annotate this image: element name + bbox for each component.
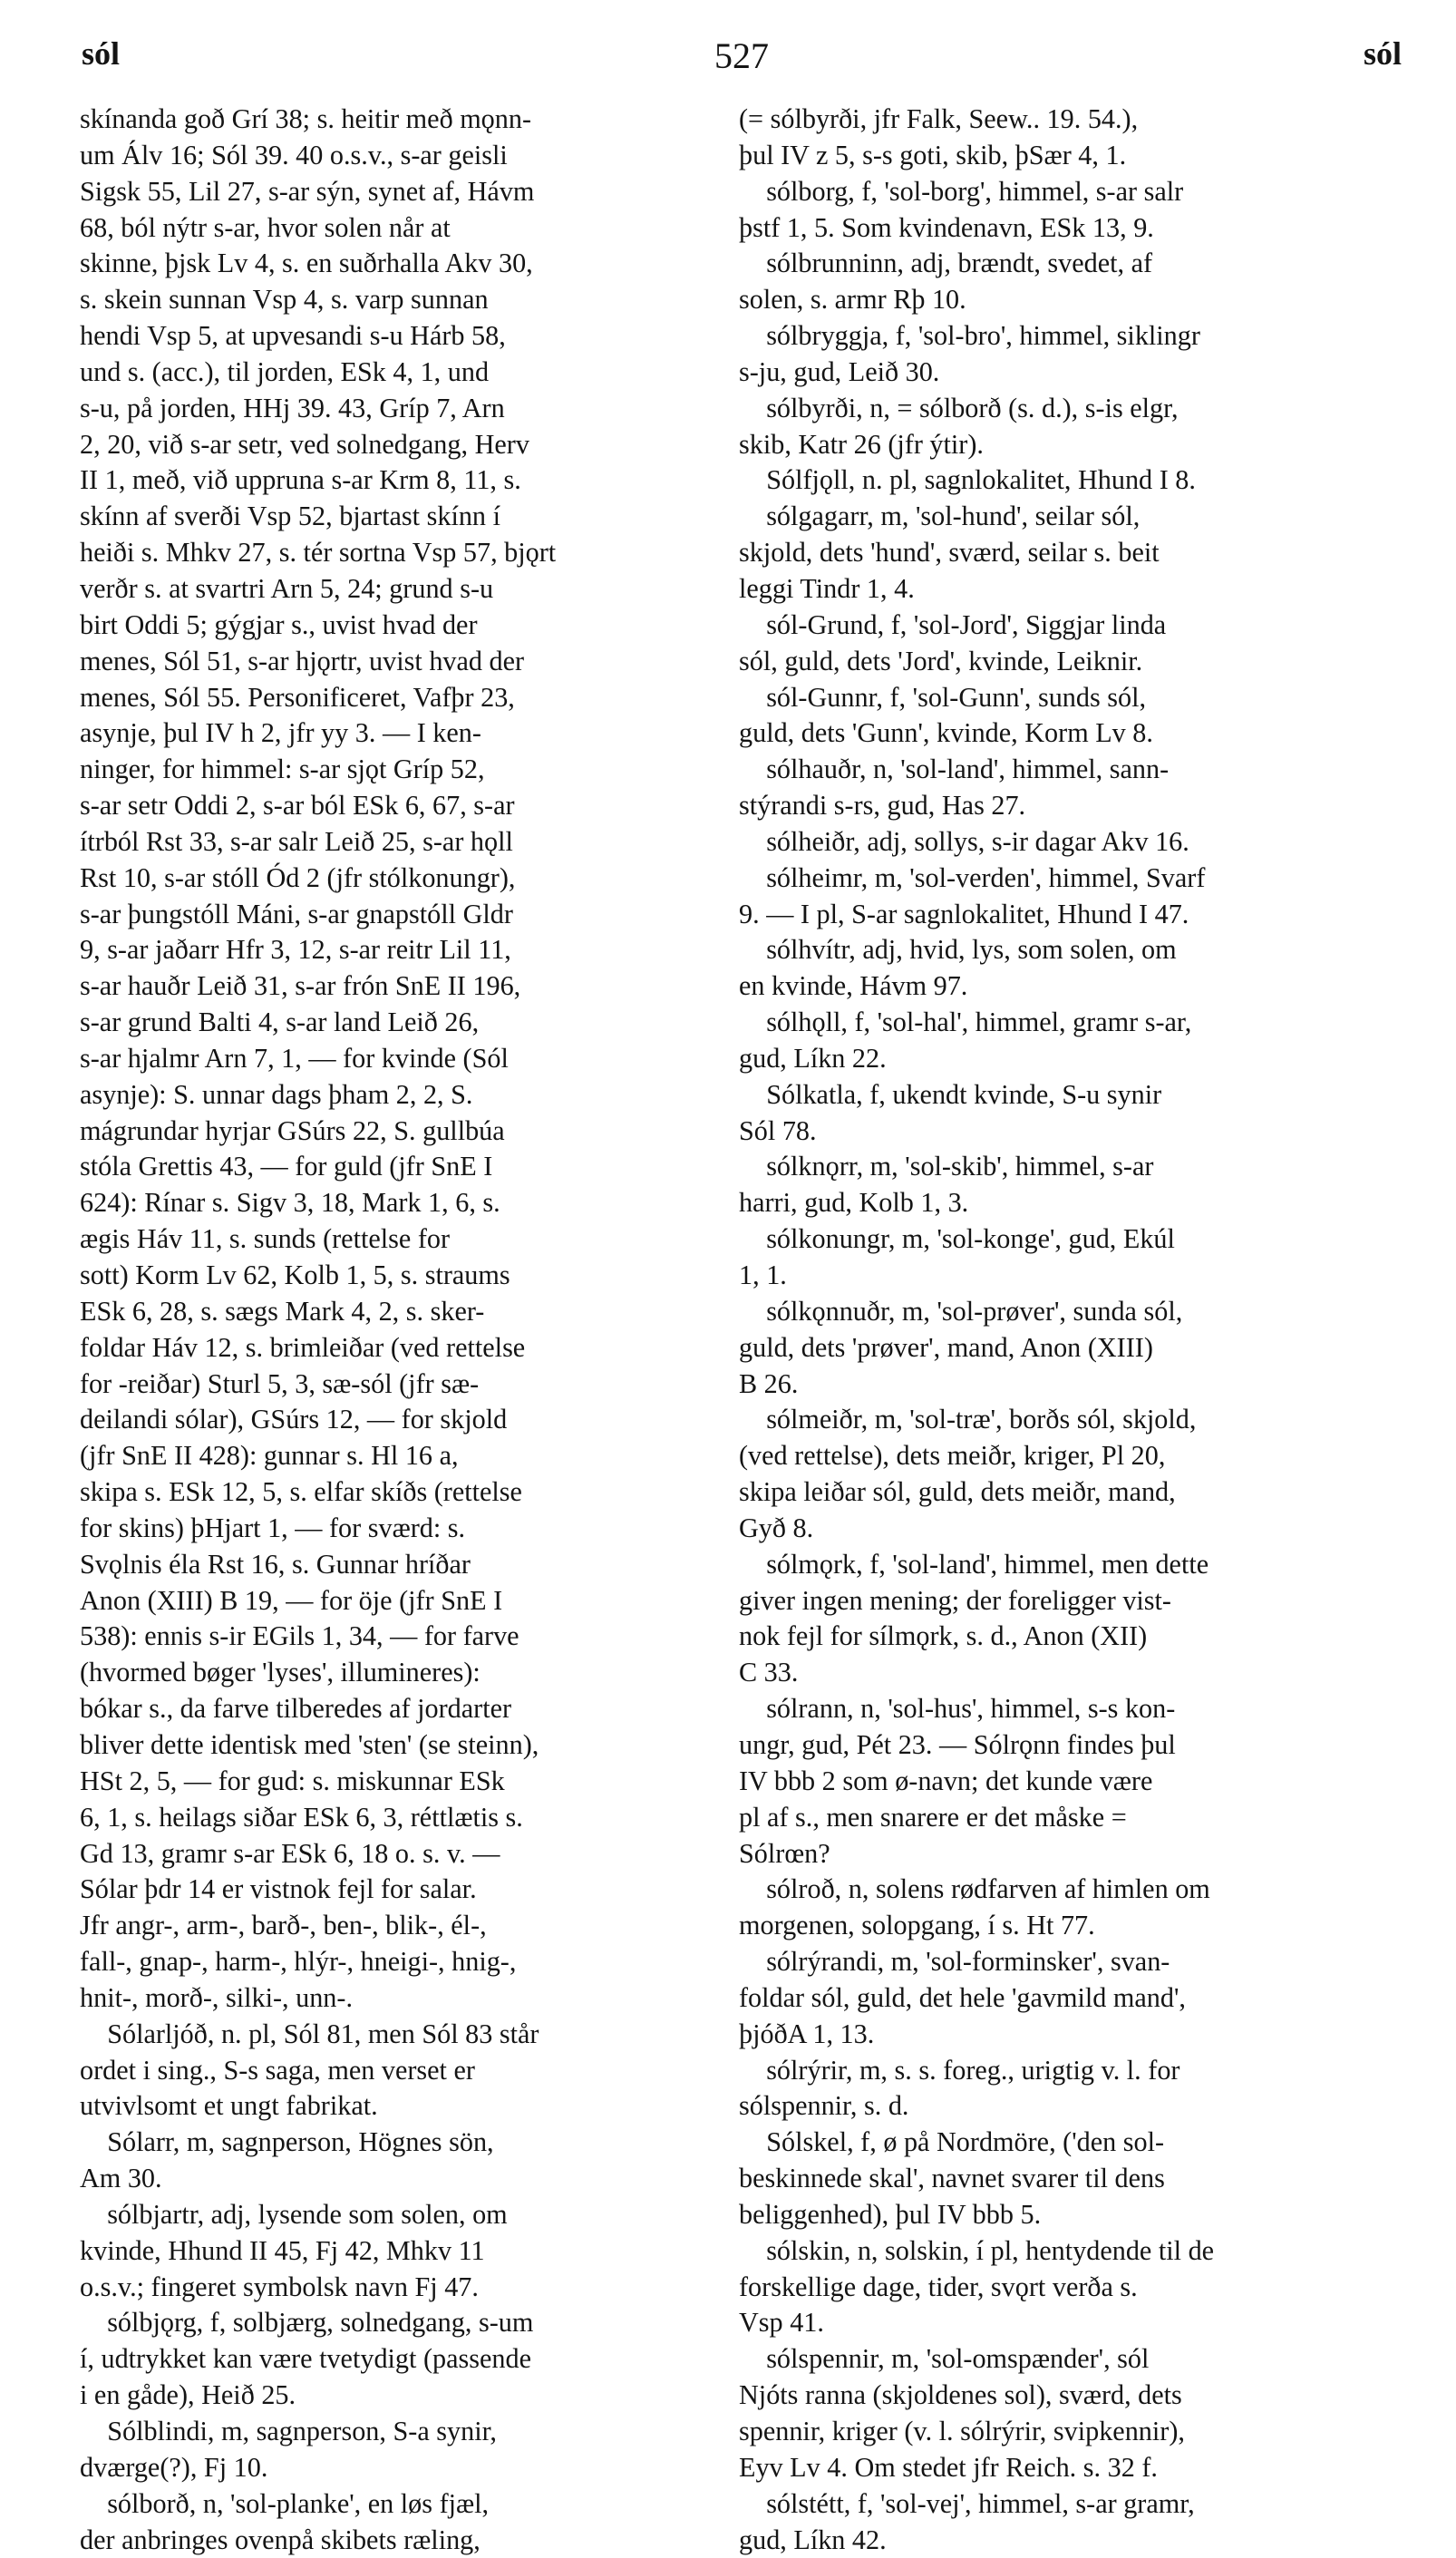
left-column xyxy=(80,102,705,2558)
text-line: sólbrunninn, adj, brændt, svedet, af xyxy=(739,248,1153,279)
text-line: Sólkatla, f, ukendt kvinde, S-u synir xyxy=(739,1078,1162,1110)
text-line: gud, Líkn 22. xyxy=(739,1042,887,1074)
text-line: skipa leiðar sól, guld, dets meiðr, mand, xyxy=(739,1476,1176,1508)
text-line: utvivlsomt et ungt fabrikat. xyxy=(80,2090,378,2122)
text-line: fall-, gnap-, harm-, hlýr-, hneigi-, hnig-, xyxy=(80,1946,517,1978)
text-line: B 26. xyxy=(739,1367,799,1399)
text-line: IV bbb 2 som ø-navn; det kunde være xyxy=(739,1765,1153,1796)
text-line: Sólarljóð, n. pl, Sól 81, men Sól 83 står xyxy=(80,2018,539,2049)
text-line: birt Oddi 5; gýgjar s., uvist hvad der xyxy=(80,608,478,640)
text-line: Eyv Lv 4. Om stedet jfr Reich. s. 32 f. xyxy=(739,2451,1158,2483)
text-line: ninger, for himmel: s-ar sjǫt Gríp 52, xyxy=(80,754,485,785)
text-line: sól, guld, dets 'Jord', kvinde, Leiknir. xyxy=(739,645,1143,676)
text-line: hnit-, morð-, silki-, unn-. xyxy=(80,1981,354,2013)
text-line: menes, Sól 55. Personificeret, Vafþr 23, xyxy=(80,681,515,713)
text-line: sólrýrir, m, s. s. foreg., urigtig v. l. for xyxy=(739,2054,1180,2086)
text-line: þul IV z 5, s-s goti, skib, þSær 4, 1. xyxy=(739,139,1127,170)
text-line: (= sólbyrði, jfr Falk, Seew.. 19. 54.), xyxy=(739,103,1139,134)
text-line: i en gåde), Heið 25. xyxy=(80,2379,296,2411)
text-line: sólheimr, m, 'sol-verden', himmel, Svarf xyxy=(739,861,1206,893)
text-line: sólspennir, m, 'sol-omspænder', sól xyxy=(739,2343,1150,2375)
text-line: der anbringes ovenpå skibets ræling, xyxy=(80,2524,480,2555)
text-line: skipa s. ESk 12, 5, s. elfar skíðs (rettelse xyxy=(80,1476,522,1508)
text-line: 538): ennis s-ir EGils 1, 34, — for farve xyxy=(80,1620,519,1652)
text-line: skib, Katr 26 (jfr ýtir). xyxy=(739,428,984,460)
text-line: Jfr angr-, arm-, barð-, ben-, blik-, él-, xyxy=(80,1910,487,1941)
text-line: í, udtrykket kan være tvetydigt (passende xyxy=(80,2343,531,2375)
text-line: Sólar þdr 14 er vistnok fejl for salar. xyxy=(80,1873,477,1905)
text-line: solen, s. armr Rþ 10. xyxy=(739,284,966,316)
text-line: þjóðA 1, 13. xyxy=(739,2018,875,2049)
text-line: sólmǫrk, f, 'sol-land', himmel, men dette xyxy=(739,1548,1209,1580)
text-line: 68, ból nýtr s-ar, hvor solen når at xyxy=(80,211,451,243)
text-line: beskinnede skal', navnet svarer til dens xyxy=(739,2163,1165,2194)
text-line: foldar Háv 12, s. brimleiðar (ved rettelse xyxy=(80,1331,526,1363)
text-line: Gd 13, gramr s-ar ESk 6, 18 o. s. v. — xyxy=(80,1837,500,1869)
text-line: sólbjǫrg, f, solbjærg, solnedgang, s-um xyxy=(80,2307,534,2339)
text-line: Rst 10, s-ar stóll Ód 2 (jfr stólkonungr), xyxy=(80,861,516,893)
text-line: 6, 1, s. heilags siðar ESk 6, 3, réttlætis s. xyxy=(80,1801,523,1833)
text-line: hendi Vsp 5, at upvesandi s-u Hárb 58, xyxy=(80,320,506,352)
text-line: 2, 20, við s-ar setr, ved solnedgang, Herv xyxy=(80,428,529,460)
text-line: s-ar grund Balti 4, s-ar land Leið 26, xyxy=(80,1007,480,1038)
text-line: ítrból Rst 33, s-ar salr Leið 25, s-ar hǫll xyxy=(80,825,513,857)
text-line: Sólarr, m, sagnperson, Högnes sön, xyxy=(80,2126,494,2158)
text-line: II 1, með, við uppruna s-ar Krm 8, 11, s. xyxy=(80,464,521,496)
text-line: s-ar hjalmr Arn 7, 1, — for kvinde (Sól xyxy=(80,1042,509,1074)
text-line: stóla Grettis 43, — for guld (jfr SnE I xyxy=(80,1151,493,1182)
text-line: HSt 2, 5, — for gud: s. miskunnar ESk xyxy=(80,1765,505,1796)
text-line: sólskin, n, solskin, í pl, hentydende til de xyxy=(739,2234,1215,2266)
text-line: leggi Tindr 1, 4. xyxy=(739,572,915,604)
text-line: sólbryggja, f, 'sol-bro', himmel, siklingr xyxy=(739,320,1200,352)
text-line: skínanda goð Grí 38; s. heitir með mǫnn- xyxy=(80,103,532,134)
text-line: sólrann, n, 'sol-hus', himmel, s-s kon- xyxy=(739,1693,1176,1725)
text-line: forskellige dage, tider, svǫrt verða s. xyxy=(739,2271,1138,2302)
text-line: sólstétt, f, 'sol-vej', himmel, s-ar gramr, xyxy=(739,2487,1195,2519)
text-line: sól-Grund, f, 'sol-Jord', Siggjar linda xyxy=(739,608,1167,640)
text-line: morgenen, solopgang, í s. Ht 77. xyxy=(739,1910,1095,1941)
text-line: ægis Háv 11, s. sunds (rettelse for xyxy=(80,1223,451,1255)
text-line: bliver dette identisk med 'sten' (se steinn), xyxy=(80,1728,539,1760)
text-line: Svǫlnis éla Rst 16, s. Gunnar hríðar xyxy=(80,1548,471,1580)
text-line: heiði s. Mhkv 27, s. tér sortna Vsp 57, bjǫrt xyxy=(80,537,557,569)
text-line: Anon (XIII) B 19, — for öje (jfr SnE I xyxy=(80,1584,503,1616)
text-line: guld, dets 'Gunn', kvinde, Korm Lv 8. xyxy=(739,717,1153,749)
text-line: um Álv 16; Sól 39. 40 o.s.v., s-ar geisli xyxy=(80,139,508,170)
text-line: Vsp 41. xyxy=(739,2307,824,2339)
text-line: sólborg, f, 'sol-borg', himmel, s-ar salr xyxy=(739,175,1184,207)
text-line: þstf 1, 5. Som kvindenavn, ESk 13, 9. xyxy=(739,211,1154,243)
text-line: ordet i sing., S-s saga, men verset er xyxy=(80,2054,475,2086)
page-header xyxy=(82,34,1402,89)
text-line: skínn af sverði Vsp 52, bjartast skínn í xyxy=(80,501,500,532)
text-line: spennir, kriger (v. l. sólrýrir, svipkennir), xyxy=(739,2416,1185,2446)
header-left-guideword: sól xyxy=(82,35,121,72)
text-line: o.s.v.; fingeret symbolsk navn Fj 47. xyxy=(80,2271,479,2302)
text-line: ungr, gud, Pét 23. — Sólrǫnn findes þul xyxy=(739,1728,1176,1760)
text-line: deilandi sólar), GSúrs 12, — for skjold xyxy=(80,1404,508,1435)
text-line: sólkonungr, m, 'sol-konge', gud, Ekúl xyxy=(739,1223,1175,1255)
text-line: 9, s-ar jaðarr Hfr 3, 12, s-ar reitr Lil 11, xyxy=(80,934,511,966)
text-line: sólhvítr, adj, hvid, lys, som solen, om xyxy=(739,934,1177,966)
text-line: s-ar setr Oddi 2, s-ar ból ESk 6, 67, s-ar xyxy=(80,790,515,822)
text-line: dværge(?), Fj 10. xyxy=(80,2451,268,2483)
text-line: sott) Korm Lv 62, Kolb 1, 5, s. straums xyxy=(80,1260,510,1290)
text-line: sólborð, n, 'sol-planke', en løs fjæl, xyxy=(80,2487,490,2519)
text-line: asynje, þul IV h 2, jfr yy 3. — I ken- xyxy=(80,717,481,749)
text-line: sólroð, n, solens rødfarven af himlen om xyxy=(739,1873,1210,1905)
text-line: sólkǫnnuðr, m, 'sol-prøver', sunda sól, xyxy=(739,1295,1183,1327)
page-number: 527 xyxy=(714,35,769,76)
header-right-guideword: sól xyxy=(1363,35,1402,72)
text-line: sólknǫrr, m, 'sol-skib', himmel, s-ar xyxy=(739,1151,1154,1182)
text-line: giver ingen mening; der foreligger vist- xyxy=(739,1584,1171,1616)
text-line: nok fejl for sílmǫrk, s. d., Anon (XII) xyxy=(739,1620,1148,1652)
text-line: sólhauðr, n, 'sol-land', himmel, sann- xyxy=(739,754,1170,785)
text-line: skinne, þjsk Lv 4, s. en suðrhalla Akv 30, xyxy=(80,248,533,279)
text-line: C 33. xyxy=(739,1657,799,1688)
text-line: s. skein sunnan Vsp 4, s. varp sunnan xyxy=(80,284,489,316)
text-line: (hvormed bøger 'lyses', illumineres): xyxy=(80,1657,480,1688)
text-line: ESk 6, 28, s. sægs Mark 4, 2, s. sker- xyxy=(80,1295,485,1327)
text-line: stýrandi s-rs, gud, Has 27. xyxy=(739,790,1026,822)
text-line: s-ar hauðr Leið 31, s-ar frón SnE II 196, xyxy=(80,970,521,1002)
text-line: sólmeiðr, m, 'sol-træ', borðs sól, skjold, xyxy=(739,1404,1197,1435)
text-line: sólspennir, s. d. xyxy=(739,2090,909,2122)
text-line: s-ar þungstóll Máni, s-ar gnapstóll Gldr xyxy=(80,898,513,929)
text-line: s-u, på jorden, HHj 39. 43, Gríp 7, Arn xyxy=(80,392,505,423)
text-line: Am 30. xyxy=(80,2163,162,2194)
text-line: Sólrœn? xyxy=(739,1837,830,1869)
text-line: (ved rettelse), dets meiðr, kriger, Pl 20, xyxy=(739,1440,1166,1472)
text-line: sólhǫll, f, 'sol-hal', himmel, gramr s-ar, xyxy=(739,1007,1192,1038)
text-line: bókar s., da farve tilberedes af jordarter xyxy=(80,1693,512,1725)
text-line: Sólskel, f, ø på Nordmöre, ('den sol- xyxy=(739,2126,1165,2158)
text-line: beliggenhed), þul IV bbb 5. xyxy=(739,2198,1042,2230)
text-line: Gyð 8. xyxy=(739,1512,814,1543)
text-line: verðr s. at svartri Arn 5, 24; grund s-u xyxy=(80,572,494,604)
text-line: for skins) þHjart 1, — for sværd: s. xyxy=(80,1512,466,1543)
text-line: sólrýrandi, m, 'sol-forminsker', svan- xyxy=(739,1946,1170,1978)
text-line: harri, gud, Kolb 1, 3. xyxy=(739,1187,969,1219)
text-line: pl af s., men snarere er det måske = xyxy=(739,1801,1127,1833)
text-line: gud, Líkn 42. xyxy=(739,2524,887,2555)
text-line: asynje): S. unnar dags þham 2, 2, S. xyxy=(80,1078,473,1110)
text-line: Sigsk 55, Lil 27, s-ar sýn, synet af, Hávm xyxy=(80,175,535,207)
text-line: Sól 78. xyxy=(739,1114,817,1146)
text-line: kvinde, Hhund II 45, Fj 42, Mhkv 11 xyxy=(80,2234,485,2266)
text-line: guld, dets 'prøver', mand, Anon (XIII) xyxy=(739,1331,1153,1363)
text-line: sólheiðr, adj, sollys, s-ir dagar Akv 16. xyxy=(739,825,1189,857)
text-line: 624): Rínar s. Sigv 3, 18, Mark 1, 6, s. xyxy=(80,1187,500,1219)
text-line: mágrundar hyrjar GSúrs 22, S. gullbúa xyxy=(80,1114,505,1146)
text-line: menes, Sól 51, s-ar hjǫrtr, uvist hvad der xyxy=(80,645,525,676)
text-line: sólbyrði, n, = sólborð (s. d.), s-is elgr, xyxy=(739,392,1179,423)
text-line: for -reiðar) Sturl 5, 3, sæ-sól (jfr sæ- xyxy=(80,1367,480,1399)
text-line: Sólblindi, m, sagnperson, S-a synir, xyxy=(80,2416,497,2446)
text-line: sólbjartr, adj, lysende som solen, om xyxy=(80,2198,508,2230)
text-line: en kvinde, Hávm 97. xyxy=(739,970,968,1002)
text-line: 9. — I pl, S-ar sagnlokalitet, Hhund I 47. xyxy=(739,898,1189,929)
text-line: s-ju, gud, Leið 30. xyxy=(739,355,940,387)
text-line: 1, 1. xyxy=(739,1260,787,1290)
text-line: sól-Gunnr, f, 'sol-Gunn', sunds sól, xyxy=(739,681,1147,713)
text-line: foldar sól, guld, det hele 'gavmild mand', xyxy=(739,1981,1186,2013)
text-line: skjold, dets 'hund', sværd, seilar s. beit xyxy=(739,537,1160,569)
text-line: Njóts ranna (skjoldenes sol), sværd, dets xyxy=(739,2379,1182,2411)
text-line: Sólfjǫll, n. pl, sagnlokalitet, Hhund I 8. xyxy=(739,464,1196,496)
text-line: und s. (acc.), til jorden, ESk 4, 1, und xyxy=(80,355,490,387)
text-line: sólgagarr, m, 'sol-hund', seilar sól, xyxy=(739,501,1141,532)
right-column xyxy=(739,102,1364,2558)
text-line: (jfr SnE II 428): gunnar s. Hl 16 a, xyxy=(80,1440,459,1472)
